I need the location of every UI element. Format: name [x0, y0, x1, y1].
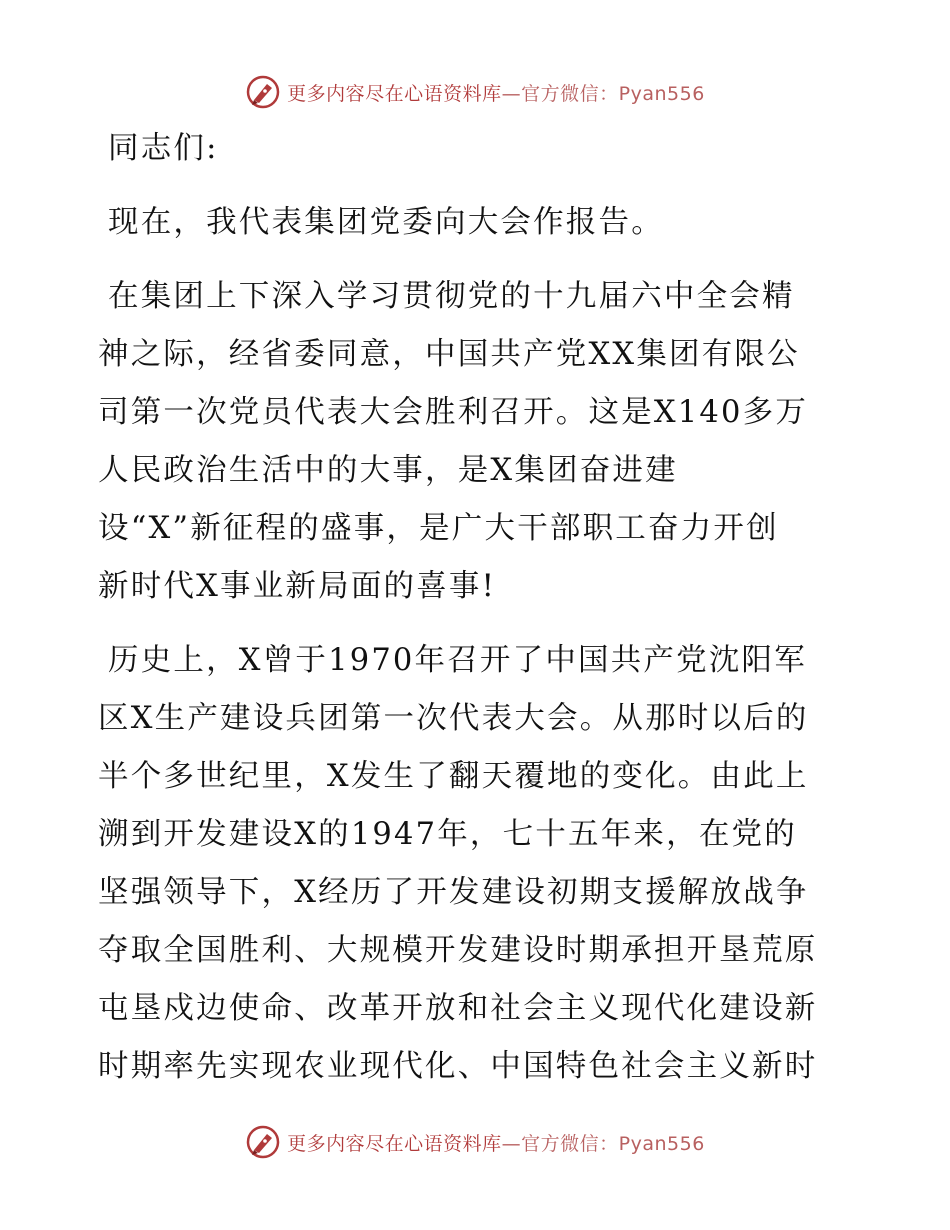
paragraph-line: 区X生产建设兵团第一次代表大会。从那时以后的: [98, 701, 809, 736]
pen-logo-icon: [245, 74, 281, 110]
paragraph-line: 历史上，X曾于1970年召开了中国共产党沈阳军: [108, 643, 807, 678]
watermark-header: [0, 72, 950, 112]
paragraph-line: 屯垦戍边使命、改革开放和社会主义现代化建设新: [98, 991, 818, 1026]
watermark-main-text: 更多内容尽在心语资料库: [287, 82, 502, 105]
watermark-footer: [0, 1122, 950, 1162]
pen-logo-icon: [245, 1124, 281, 1160]
paragraph-line: 半个多世纪里，X发生了翻天覆地的变化。由此上: [98, 759, 809, 794]
greeting: 同志们:: [108, 131, 219, 166]
paragraph-line: 溯到开发建设X的1947年，七十五年来，在党的: [98, 817, 797, 852]
watermark-text: [287, 79, 705, 106]
paragraph-line: 坚强领导下，X经历了开发建设初期支援解放战争: [98, 875, 809, 910]
paragraph-line: 时期率先实现农业现代化、中国特色社会主义新时: [98, 1049, 818, 1084]
watermark-main-text: 更多内容尽在心语资料库: [287, 1132, 502, 1155]
paragraph-line: 神之际，经省委同意，中国共产党XX集团有限公: [98, 337, 800, 372]
watermark-contact-text: —官方微信：Pyan556: [501, 82, 705, 105]
document-body: [98, 120, 858, 1096]
opening-paragraph: 现在，我代表集团党委向大会作报告。: [108, 205, 664, 240]
watermark-contact-text: —官方微信：Pyan556: [501, 1132, 705, 1155]
paragraph-line: 司第一次党员代表大会胜利召开。这是X140多万: [98, 395, 809, 430]
paragraph-line: 人民政治生活中的大事，是X集团奋进建: [98, 453, 678, 488]
watermark-text: [287, 1129, 705, 1156]
paragraph-line: 夺取全国胜利、大规模开发建设时期承担开垦荒原: [98, 933, 818, 968]
paragraph-2: [98, 632, 858, 1096]
paragraph-line: 设“X”新征程的盛事，是广大干部职工奋力开创: [98, 511, 779, 546]
paragraph-1: [98, 268, 858, 616]
paragraph-line: 在集团上下深入学习贯彻党的十九届六中全会精: [108, 279, 795, 314]
paragraph-line: 新时代X事业新局面的喜事!: [98, 569, 497, 604]
